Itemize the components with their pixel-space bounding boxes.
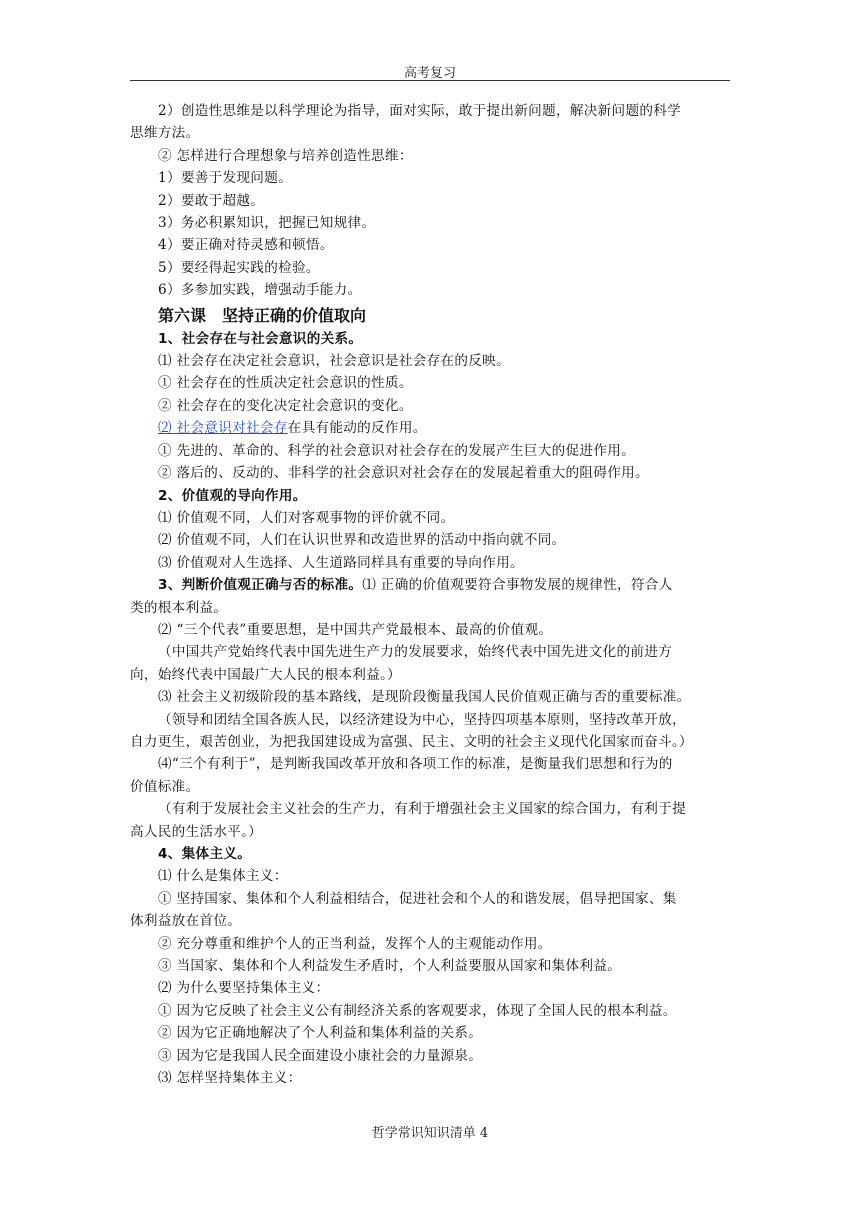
list-item: 3）务必积累知识，把握已知规律。 xyxy=(158,215,376,232)
list-item: ② 社会存在的变化决定社会意识的变化。 xyxy=(158,397,413,414)
paragraph-continuation: 类的根本利益。 xyxy=(130,599,228,616)
paragraph: （领导和团结全国各族人民，以经济建设为中心，坚持四项基本原则，坚持改革开放， xyxy=(158,711,686,728)
list-item: ⑶ 价值观对人生选择、人生道路同样具有重要的导向作用。 xyxy=(158,554,524,571)
paragraph: ⑴ 社会存在决定社会意识，社会意识是社会存在的反映。 xyxy=(158,353,510,370)
list-item: ① 因为它反映了社会主义公有制经济关系的客观要求，体现了全国人民的根本利益。 xyxy=(158,1002,677,1019)
page-header: 高考复习 xyxy=(403,66,456,81)
list-item: ⑴ 什么是集体主义： xyxy=(158,868,288,885)
list-item: 1）要善于发现问题。 xyxy=(158,170,292,187)
paragraph-continuation: 自力更生，艰苦创业，为把我国建设成为富强、民主、文明的社会主义现代化国家而奋斗。） xyxy=(130,733,693,750)
paragraph-continuation: 高人民的生活水平。） xyxy=(130,823,263,840)
list-item: ⑵ 价值观不同，人们在认识世界和改造世界的活动中指向就不同。 xyxy=(158,532,566,549)
paragraph: （中国共产党始终代表中国先进生产力的发展要求，始终代表中国先进文化的前进方 xyxy=(158,644,673,661)
document-body xyxy=(130,100,730,1089)
list-item: ⑵ 为什么要坚持集体主义： xyxy=(158,980,330,997)
lesson-heading: 第六课 坚持正确的价值取向 xyxy=(158,305,367,325)
section-heading: 3、判断价值观正确与否的标准。 xyxy=(158,577,363,594)
list-item: ⑴ 价值观不同，人们对客观事物的评价就不同。 xyxy=(158,509,455,526)
header-divider xyxy=(130,80,730,81)
list-item: ② 充分尊重和维护个人的正当利益，发挥个人的主观能动作用。 xyxy=(158,935,552,952)
section-heading: 4、集体主义。 xyxy=(158,846,252,862)
paragraph-continuation: 思维方法。 xyxy=(130,125,200,142)
list-item: ③ 当国家、集体和个人利益发生矛盾时，个人利益要服从国家和集体利益。 xyxy=(158,958,622,975)
list-item: ① 先进的、革命的、科学的社会意识对社会存在的发展产生巨大的促进作用。 xyxy=(158,442,636,459)
list-item: ⑶ 社会主义初级阶段的基本路线，是现阶段衡量我国人民价值观正确与否的重要标准。 xyxy=(158,689,691,706)
list-item: ⑷“三个有利于”，是判断我国改革开放和各项工作的标准，是衡量我们思想和行为的 xyxy=(158,756,673,773)
paragraph-continuation: 向，始终代表中国最广大人民的根本利益。） xyxy=(130,666,402,683)
list-item: ① 坚持国家、集体和个人利益相结合，促进社会和个人的和谐发展，倡导把国家、集 xyxy=(158,890,677,907)
paragraph-text: ⑴ 正确的价值观要符合事物发展的规律性，符合人 xyxy=(362,577,673,594)
paragraph xyxy=(130,417,730,439)
section-heading-line xyxy=(130,574,730,596)
page-footer: 哲学常识知识清单 4 xyxy=(371,1126,489,1141)
list-item: ② 落后的、反动的、非科学的社会意识对社会存在的发展起着重大的阻碍作用。 xyxy=(158,465,649,482)
paragraph: ② 怎样进行合理想象与培养创造性思维： xyxy=(158,147,413,164)
paragraph: （有利于发展社会主义社会的生产力，有利于增强社会主义国家的综合国力，有利于提 xyxy=(158,801,686,818)
list-item: ② 因为它正确地解决了个人利益和集体利益的关系。 xyxy=(158,1025,483,1042)
paragraph: 2）创造性思维是以科学理论为指导，面对实际，敢于提出新问题，解决新问题的科学 xyxy=(158,103,682,119)
paragraph-text: 在具有能动的反作用。 xyxy=(287,420,427,437)
hyperlink[interactable]: ⑵ 社会意识对社会存 xyxy=(158,420,288,437)
list-item: 6）多参加实践，增强动手能力。 xyxy=(158,282,362,299)
section-heading: 2、价值观的导向作用。 xyxy=(158,487,307,504)
list-item: 4）要正确对待灵感和顿悟。 xyxy=(158,237,334,254)
list-item: 5）要经得起实践的检验。 xyxy=(158,259,320,276)
paragraph-continuation: 价值标准。 xyxy=(130,778,200,795)
paragraph-continuation: 体利益放在首位。 xyxy=(130,913,242,930)
list-item: ⑵ “三个代表”重要思想，是中国共产党最根本、最高的价值观。 xyxy=(158,621,553,638)
list-item: ① 社会存在的性质决定社会意识的性质。 xyxy=(158,375,413,392)
section-heading: 1、社会存在与社会意识的关系。 xyxy=(158,330,363,347)
list-item: ⑶ 怎样坚持集体主义： xyxy=(158,1070,302,1087)
list-item: ③ 因为它是我国人民全面建设小康社会的力量源泉。 xyxy=(158,1047,483,1064)
list-item: 2）要敢于超越。 xyxy=(158,192,265,209)
